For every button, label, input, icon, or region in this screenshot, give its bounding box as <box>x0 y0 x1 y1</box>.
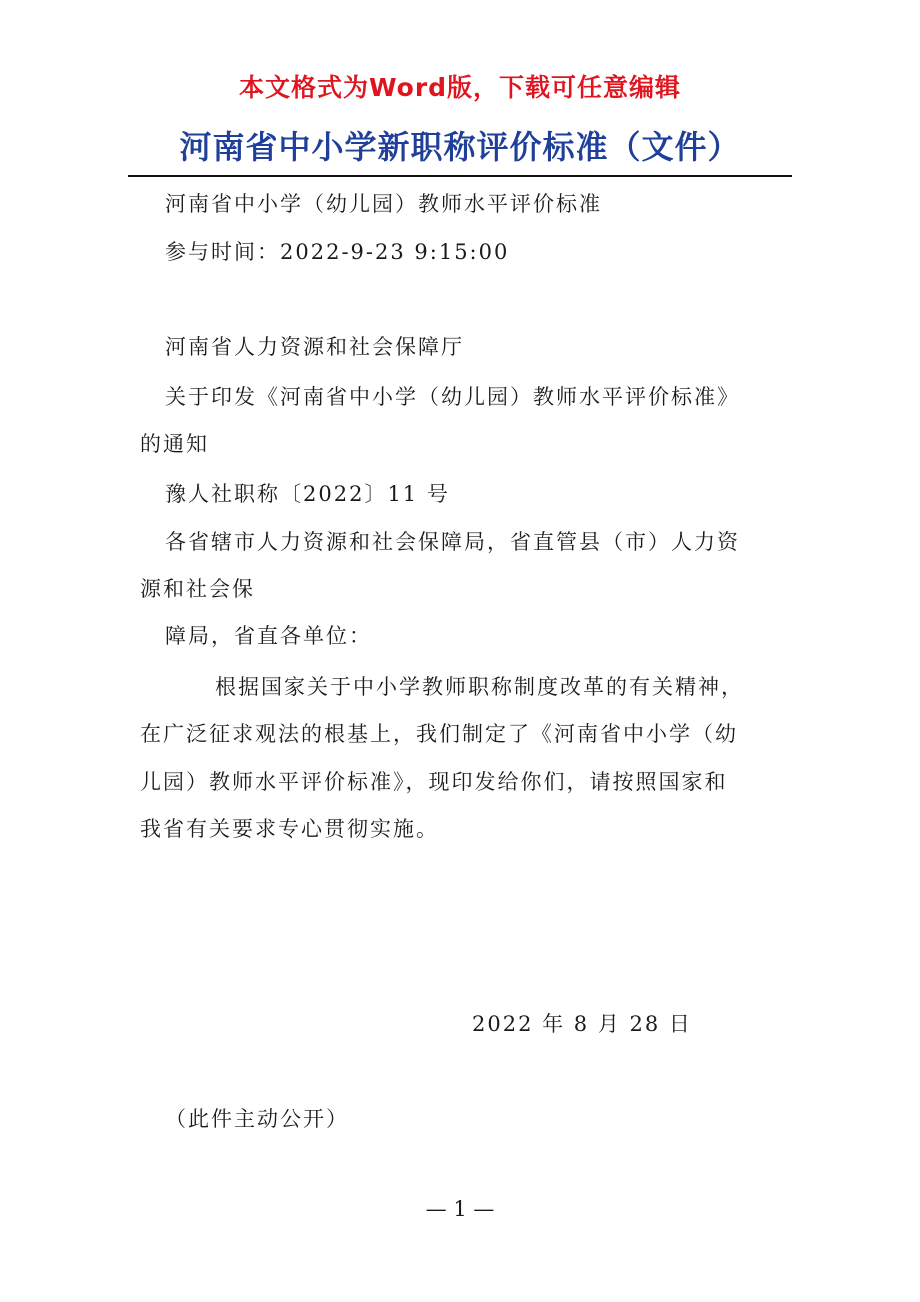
participation-time-line: 参与时间：2022-9-23 9:15:00 <box>165 240 510 264</box>
body-paragraph-line-1: 根据国家关于中小学教师职称制度改革的有关精神， <box>215 675 744 699</box>
notice-title-line-1: 关于印发《河南省中小学（幼儿园）教师水平评价标准》 <box>165 385 740 409</box>
issue-date: 2022 年 8 月 28 日 <box>472 1012 692 1036</box>
recipients-line-1: 各省辖市人力资源和社会保障局，省直管县（市）人力资 <box>165 530 740 554</box>
word-format-banner: 本文格式为Word版，下载可任意编辑 <box>238 73 682 102</box>
recipients-line-3: 障局，省直各单位： <box>165 624 372 648</box>
issuing-department: 河南省人力资源和社会保障厅 <box>165 335 464 359</box>
standard-name-line: 河南省中小学（幼儿园）教师水平评价标准 <box>165 192 602 216</box>
title-underline <box>128 175 792 177</box>
notice-title-line-2: 的通知 <box>140 432 209 456</box>
body-paragraph-line-3: 儿园）教师水平评价标准》，现印发给你们，请按照国家和 <box>140 770 728 794</box>
body-paragraph-line-4: 我省有关要求专心贯彻实施。 <box>140 817 439 841</box>
document-title: 河南省中小学新职称评价标准（文件） <box>179 128 741 166</box>
body-paragraph-line-2: 在广泛征求观法的根基上，我们制定了《河南省中小学（幼 <box>140 722 738 746</box>
document-number: 豫人社职称〔2022〕11 号 <box>165 482 450 506</box>
disclosure-note: （此件主动公开） <box>165 1107 349 1131</box>
page-number: — 1 — <box>425 1197 495 1221</box>
recipients-line-2: 源和社会保 <box>140 577 255 601</box>
